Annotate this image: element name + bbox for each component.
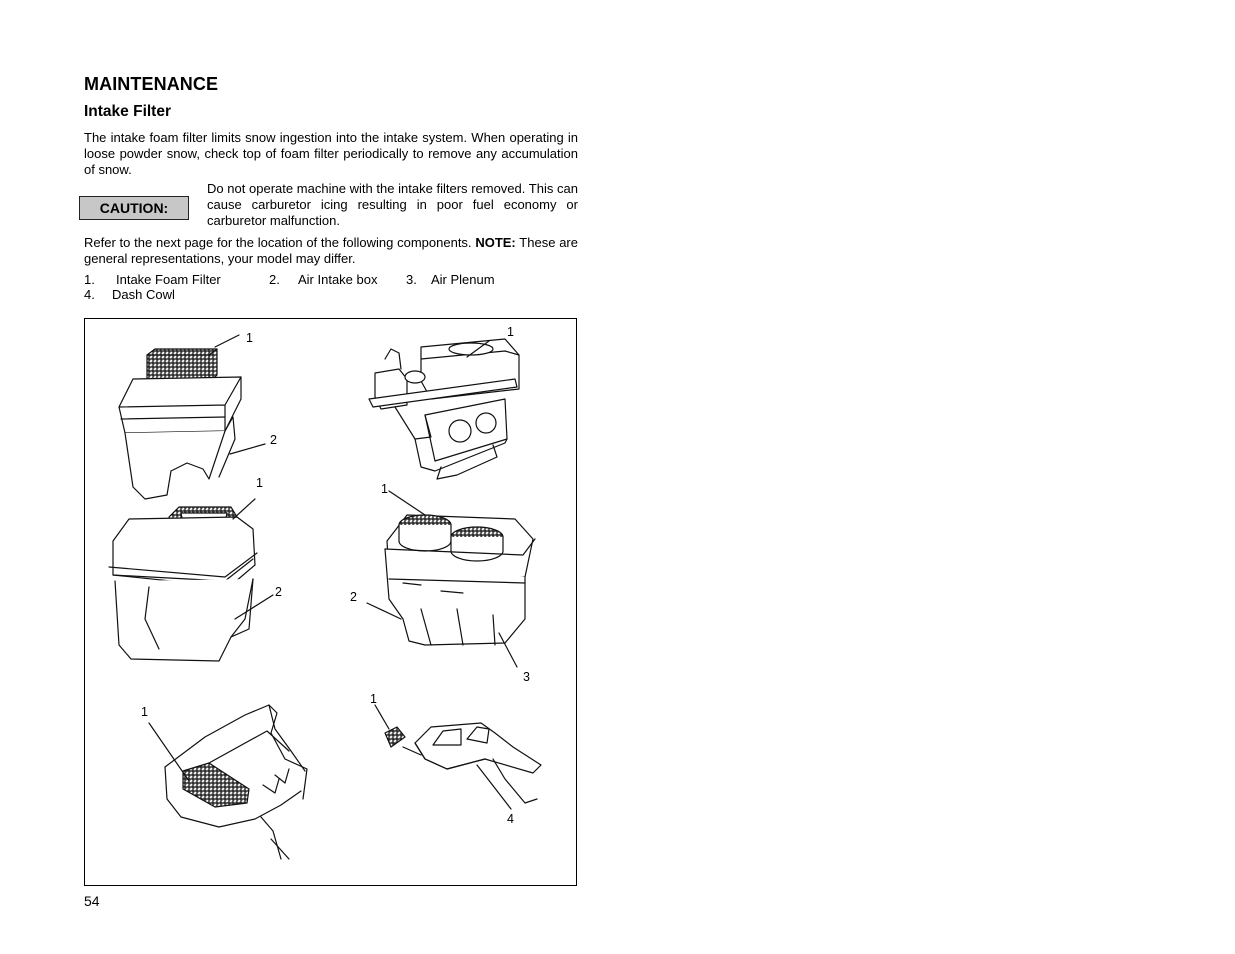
component-item-1	[84, 272, 221, 288]
callout-label: 1	[256, 476, 263, 490]
cowl-illustration-1	[149, 705, 307, 859]
refer-text: Refer to the next page for the location of the following components.	[84, 235, 472, 250]
component-number: 2.	[269, 272, 280, 287]
note-text: These are general representations, your model may differ.	[84, 235, 578, 266]
callout-label: 3	[523, 670, 530, 684]
cowl-illustration-2	[375, 705, 541, 809]
airbox-illustration-2	[369, 339, 519, 479]
caution-label: CAUTION:	[99, 200, 169, 216]
component-label: Intake Foam Filter	[116, 272, 221, 287]
component-label: Air Intake box	[298, 272, 378, 287]
callout-label: 2	[275, 585, 282, 599]
intake-figure	[84, 318, 577, 886]
component-item-4	[84, 287, 175, 303]
subsection-title: Intake Filter	[84, 103, 171, 120]
component-label: Air Plenum	[431, 272, 495, 287]
callout-label: 2	[270, 433, 277, 447]
component-number: 4.	[84, 287, 95, 302]
component-item-2	[269, 272, 378, 288]
callout-label: 1	[381, 482, 388, 496]
callout-label: 1	[507, 325, 514, 339]
section-title: MAINTENANCE	[84, 74, 219, 94]
caution-text: Do not operate machine with the intake filters removed. This can cause carburetor icing resulting in poor fuel economy or carburetor malfunction.	[207, 181, 578, 228]
airbox-illustration-1	[119, 335, 265, 499]
callout-label: 4	[507, 812, 514, 826]
callout-label: 2	[350, 590, 357, 604]
component-number: 3.	[406, 272, 417, 287]
component-label: Dash Cowl	[112, 287, 175, 302]
page-number: 54	[84, 893, 100, 909]
callout-label: 1	[246, 331, 253, 345]
component-item-3	[406, 272, 495, 288]
airbox-illustration-3	[109, 499, 273, 661]
airbox-illustration-4	[367, 491, 535, 667]
callout-label: 1	[370, 692, 377, 706]
refer-paragraph	[84, 235, 578, 267]
note-label: NOTE:	[475, 235, 516, 250]
caution-badge	[79, 196, 189, 220]
intake-illustration	[85, 319, 576, 885]
intro-paragraph: The intake foam filter limits snow ingestion into the intake system. When operating in loose powder snow, check top of foam filter periodically to remove any accumulation of snow.	[84, 130, 578, 177]
callout-label: 1	[141, 705, 148, 719]
component-number: 1.	[84, 272, 95, 287]
